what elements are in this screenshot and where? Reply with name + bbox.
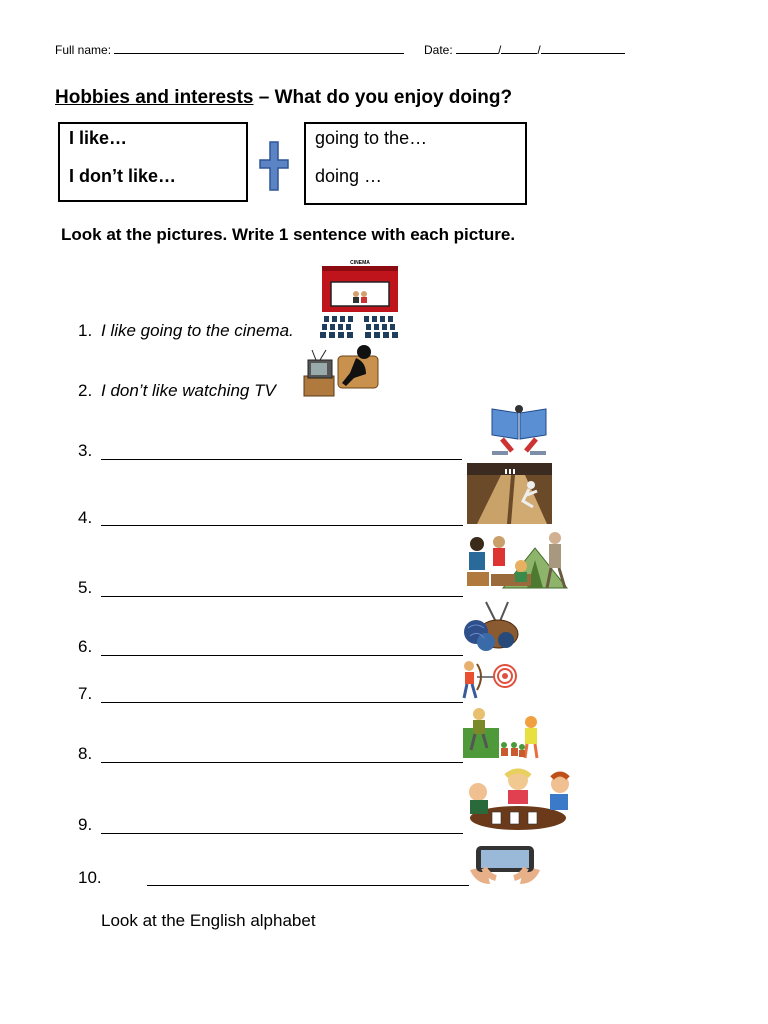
knitting-icon: [462, 600, 520, 652]
sentence-start-box: [58, 122, 248, 202]
sentence-end-box: [304, 122, 527, 205]
doing-text: doing …: [315, 166, 383, 186]
cinema-sign-text: CINEMA: [350, 260, 370, 266]
date-label: Date:: [424, 43, 453, 57]
item-number: 2.: [78, 381, 93, 400]
answer-line-4[interactable]: [101, 525, 463, 526]
date-year-field[interactable]: [541, 43, 625, 54]
full-name-row: [55, 43, 404, 57]
full-name-label: Full name:: [55, 43, 112, 57]
camping-icon: [463, 530, 573, 592]
date-day-field[interactable]: [456, 43, 498, 54]
smartphone-icon: [468, 840, 542, 884]
example-sentence-2: I don’t like watching TV: [101, 381, 276, 400]
watching-tv-icon: [302, 342, 380, 398]
answer-line-9[interactable]: [101, 833, 463, 834]
instruction-text: Look at the pictures. Write 1 sentence with each picture.: [61, 225, 516, 244]
date-month-field[interactable]: [501, 43, 537, 54]
answer-line-3[interactable]: [101, 459, 462, 460]
cinema-icon: [318, 258, 402, 340]
footer-text: Look at the English alphabet: [101, 911, 316, 930]
plus-icon: [258, 140, 290, 192]
date-separator: /: [498, 43, 502, 57]
playing-cards-icon: [462, 768, 574, 832]
answer-line-8[interactable]: [101, 762, 463, 763]
title-rest: – What do you enjoy doing?: [253, 87, 513, 108]
answer-line-7[interactable]: [101, 702, 463, 703]
item-number: 5.: [78, 578, 93, 597]
reading-icon: [488, 405, 550, 457]
item-number: 10.: [78, 868, 102, 887]
item-number: 4.: [78, 508, 93, 527]
date-row: [424, 43, 625, 57]
i-like-text: I like…: [69, 128, 128, 148]
title-underlined: Hobbies and interests: [55, 87, 254, 108]
answer-line-6[interactable]: [101, 655, 463, 656]
gardening-icon: [461, 706, 543, 760]
item-number: 6.: [78, 637, 93, 656]
archery-icon: [461, 658, 519, 700]
item-number: 7.: [78, 684, 93, 703]
example-sentence-1: I like going to the cinema.: [101, 321, 294, 340]
item-number: 1.: [78, 321, 93, 340]
page-title: [55, 87, 512, 109]
answer-line-10[interactable]: [147, 885, 469, 886]
item-number: 3.: [78, 441, 93, 460]
going-to-the-text: going to the…: [315, 128, 428, 148]
bowling-icon: [467, 463, 552, 524]
i-dont-like-text: I don’t like…: [69, 166, 177, 186]
answer-line-5[interactable]: [101, 596, 463, 597]
date-separator: /: [537, 43, 541, 57]
item-number: 9.: [78, 815, 93, 834]
full-name-field[interactable]: [114, 43, 404, 54]
item-number: 8.: [78, 744, 93, 763]
